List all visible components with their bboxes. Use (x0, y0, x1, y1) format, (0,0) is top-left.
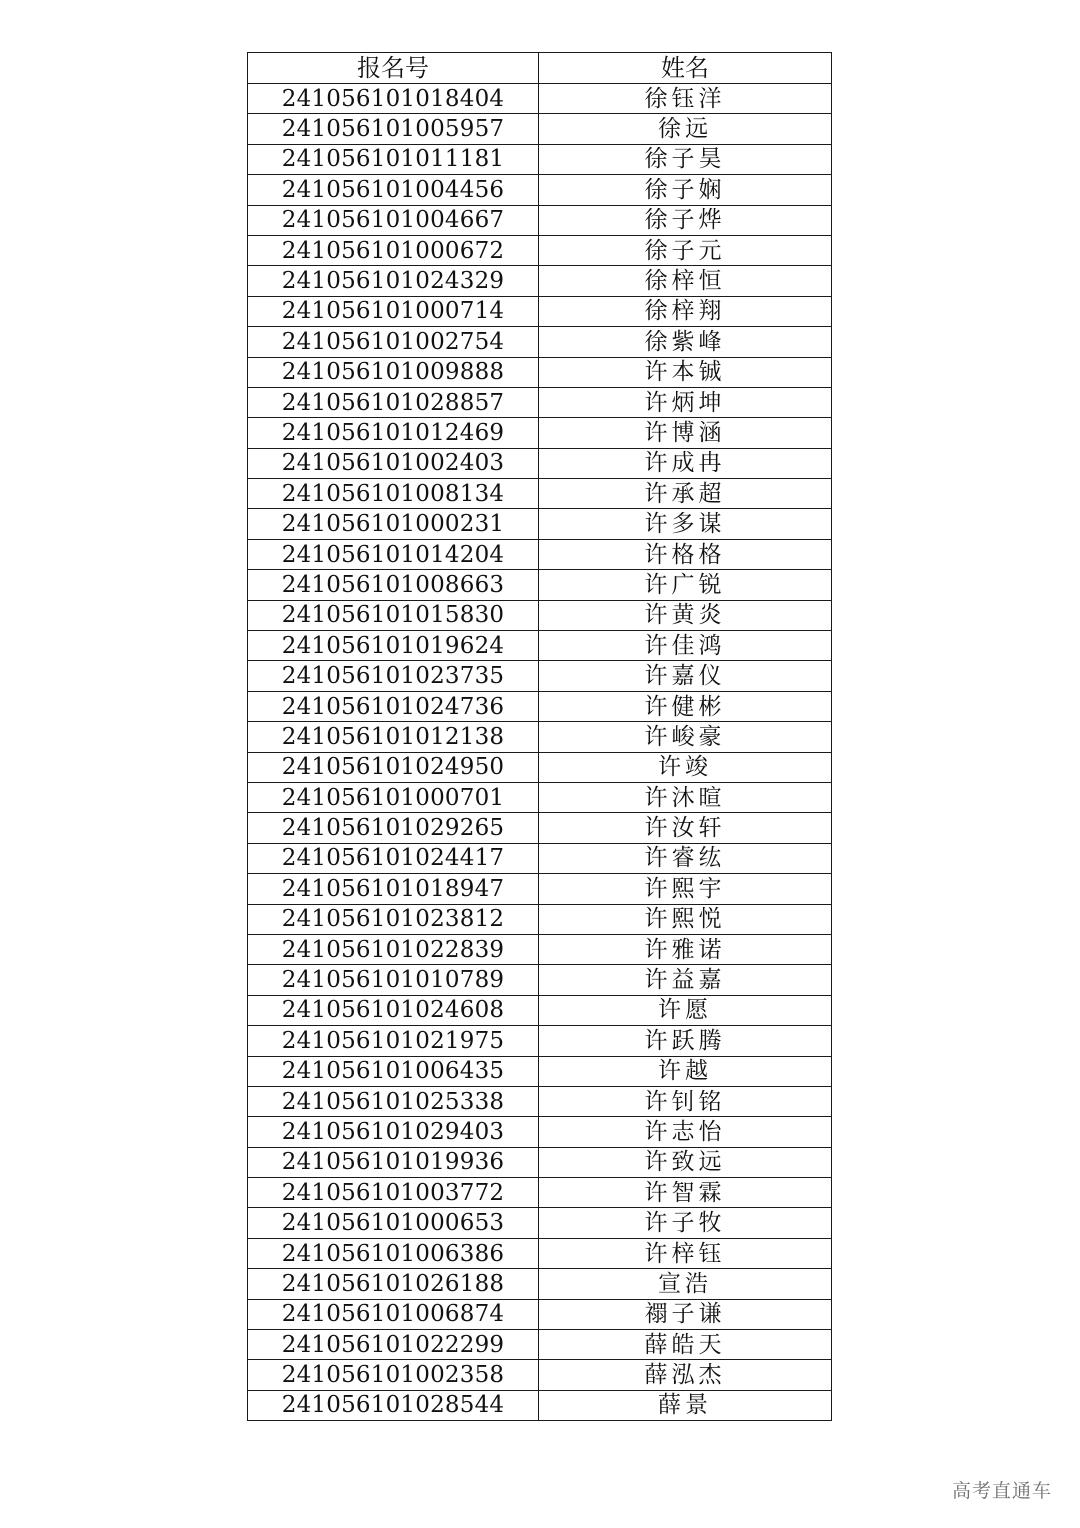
name-cell: 许梓钰 (539, 1238, 832, 1268)
table-row (248, 752, 832, 782)
name-cell: 许承超 (539, 479, 832, 509)
table-row (248, 418, 832, 448)
registration-number-cell: 241056101022839 (248, 934, 539, 964)
registration-number-cell: 241056101008134 (248, 479, 539, 509)
registration-number-cell: 241056101021975 (248, 1026, 539, 1056)
table-row (248, 448, 832, 478)
registration-number-cell: 241056101011181 (248, 144, 539, 174)
name-cell: 徐子烨 (539, 205, 832, 235)
table-row (248, 327, 832, 357)
table-row (248, 266, 832, 296)
registration-number-cell: 241056101014204 (248, 539, 539, 569)
registration-number-cell: 241056101015830 (248, 600, 539, 630)
registration-number-cell: 241056101026188 (248, 1269, 539, 1299)
table-row (248, 1178, 832, 1208)
name-cell: 徐紫峰 (539, 327, 832, 357)
name-cell: 许志怡 (539, 1117, 832, 1147)
registration-number-cell: 241056101023812 (248, 904, 539, 934)
registration-number-cell: 241056101019936 (248, 1147, 539, 1177)
table-row (248, 1026, 832, 1056)
name-cell: 许炳坤 (539, 387, 832, 417)
table-row (248, 1238, 832, 1268)
registration-number-cell: 241056101018947 (248, 874, 539, 904)
registration-number-cell: 241056101000714 (248, 296, 539, 326)
table-row (248, 235, 832, 265)
registration-number-cell: 241056101010789 (248, 965, 539, 995)
table-row (248, 995, 832, 1025)
name-cell: 许熙宇 (539, 874, 832, 904)
table-row (248, 843, 832, 873)
registration-number-cell: 241056101024608 (248, 995, 539, 1025)
registration-number-cell: 241056101000672 (248, 235, 539, 265)
name-cell: 薛景 (539, 1390, 832, 1420)
table-row (248, 175, 832, 205)
watermark-text: 高考直通车 (951, 1480, 1052, 1502)
registration-number-cell: 241056101000231 (248, 509, 539, 539)
name-cell: 徐子元 (539, 235, 832, 265)
table-row (248, 1056, 832, 1086)
table-row (248, 114, 832, 144)
registration-number-cell: 241056101004667 (248, 205, 539, 235)
name-cell: 徐子娴 (539, 175, 832, 205)
name-cell: 许雅诺 (539, 934, 832, 964)
table-row (248, 479, 832, 509)
registration-number-cell: 241056101024417 (248, 843, 539, 873)
name-cell: 许嘉仪 (539, 661, 832, 691)
registration-number-cell: 241056101005957 (248, 114, 539, 144)
registration-number-cell: 241056101019624 (248, 631, 539, 661)
table-row (248, 296, 832, 326)
name-cell: 许博涵 (539, 418, 832, 448)
registration-number-cell: 241056101003772 (248, 1178, 539, 1208)
name-cell: 宣浩 (539, 1269, 832, 1299)
name-cell: 许格格 (539, 539, 832, 569)
table-row (248, 205, 832, 235)
registration-number-cell: 241056101006386 (248, 1238, 539, 1268)
table-row (248, 1086, 832, 1116)
registration-number-cell: 241056101029403 (248, 1117, 539, 1147)
table-row (248, 691, 832, 721)
column-header-name: 姓名 (539, 53, 832, 84)
table-row (248, 84, 832, 114)
column-header-registration-number: 报名号 (248, 53, 539, 84)
name-cell: 许广锐 (539, 570, 832, 600)
registration-number-cell: 241056101024329 (248, 266, 539, 296)
name-cell: 许愿 (539, 995, 832, 1025)
roster-body (248, 84, 832, 1421)
name-cell: 许致远 (539, 1147, 832, 1177)
table-row (248, 1390, 832, 1420)
table-row (248, 1208, 832, 1238)
name-cell: 薛泓杰 (539, 1360, 832, 1390)
name-cell: 徐梓恒 (539, 266, 832, 296)
name-cell: 徐钰洋 (539, 84, 832, 114)
registration-number-cell: 241056101025338 (248, 1086, 539, 1116)
name-cell: 禤子谦 (539, 1299, 832, 1329)
table-row (248, 600, 832, 630)
name-cell: 许成冉 (539, 448, 832, 478)
registration-number-cell: 241056101028544 (248, 1390, 539, 1420)
table-row (248, 1360, 832, 1390)
registration-number-cell: 241056101012138 (248, 722, 539, 752)
registration-number-cell: 241056101018404 (248, 84, 539, 114)
table-row (248, 1330, 832, 1360)
name-cell: 薛皓天 (539, 1330, 832, 1360)
registration-number-cell: 241056101002403 (248, 448, 539, 478)
name-cell: 许黄炎 (539, 600, 832, 630)
table-row (248, 874, 832, 904)
registration-number-cell: 241056101000701 (248, 782, 539, 812)
table-row (248, 570, 832, 600)
name-cell: 许峻豪 (539, 722, 832, 752)
table-row (248, 965, 832, 995)
registration-number-cell: 241056101004456 (248, 175, 539, 205)
name-cell: 许健彬 (539, 691, 832, 721)
name-cell: 许子牧 (539, 1208, 832, 1238)
header-row (248, 53, 832, 84)
registration-number-cell: 241056101002358 (248, 1360, 539, 1390)
registration-number-cell: 241056101006874 (248, 1299, 539, 1329)
table-row (248, 661, 832, 691)
table-row (248, 904, 832, 934)
name-cell: 许沐暄 (539, 782, 832, 812)
name-cell: 许睿纮 (539, 843, 832, 873)
registration-number-cell: 241056101002754 (248, 327, 539, 357)
name-cell: 许佳鸿 (539, 631, 832, 661)
table-row (248, 539, 832, 569)
name-cell: 许本铖 (539, 357, 832, 387)
table-row (248, 782, 832, 812)
registration-number-cell: 241056101024736 (248, 691, 539, 721)
registration-number-cell: 241056101024950 (248, 752, 539, 782)
name-cell: 徐远 (539, 114, 832, 144)
table-row (248, 1269, 832, 1299)
roster-table (247, 52, 832, 1421)
name-cell: 许竣 (539, 752, 832, 782)
table-row (248, 1147, 832, 1177)
registration-number-cell: 241056101006435 (248, 1056, 539, 1086)
registration-number-cell: 241056101028857 (248, 387, 539, 417)
table-row (248, 722, 832, 752)
name-cell: 许汝轩 (539, 813, 832, 843)
registration-number-cell: 241056101022299 (248, 1330, 539, 1360)
table-row (248, 813, 832, 843)
name-cell: 许多谋 (539, 509, 832, 539)
table-row (248, 1117, 832, 1147)
registration-number-cell: 241056101012469 (248, 418, 539, 448)
table-row (248, 1299, 832, 1329)
table-row (248, 144, 832, 174)
name-cell: 许钊铭 (539, 1086, 832, 1116)
name-cell: 许熙悦 (539, 904, 832, 934)
registration-number-cell: 241056101008663 (248, 570, 539, 600)
name-cell: 许越 (539, 1056, 832, 1086)
table-row (248, 631, 832, 661)
name-cell: 徐子昊 (539, 144, 832, 174)
table-row (248, 934, 832, 964)
name-cell: 许益嘉 (539, 965, 832, 995)
table-row (248, 357, 832, 387)
table-row (248, 509, 832, 539)
name-cell: 徐梓翔 (539, 296, 832, 326)
name-cell: 许智霖 (539, 1178, 832, 1208)
registration-number-cell: 241056101023735 (248, 661, 539, 691)
name-cell: 许跃腾 (539, 1026, 832, 1056)
table-row (248, 387, 832, 417)
registration-number-cell: 241056101009888 (248, 357, 539, 387)
registration-number-cell: 241056101000653 (248, 1208, 539, 1238)
registration-number-cell: 241056101029265 (248, 813, 539, 843)
